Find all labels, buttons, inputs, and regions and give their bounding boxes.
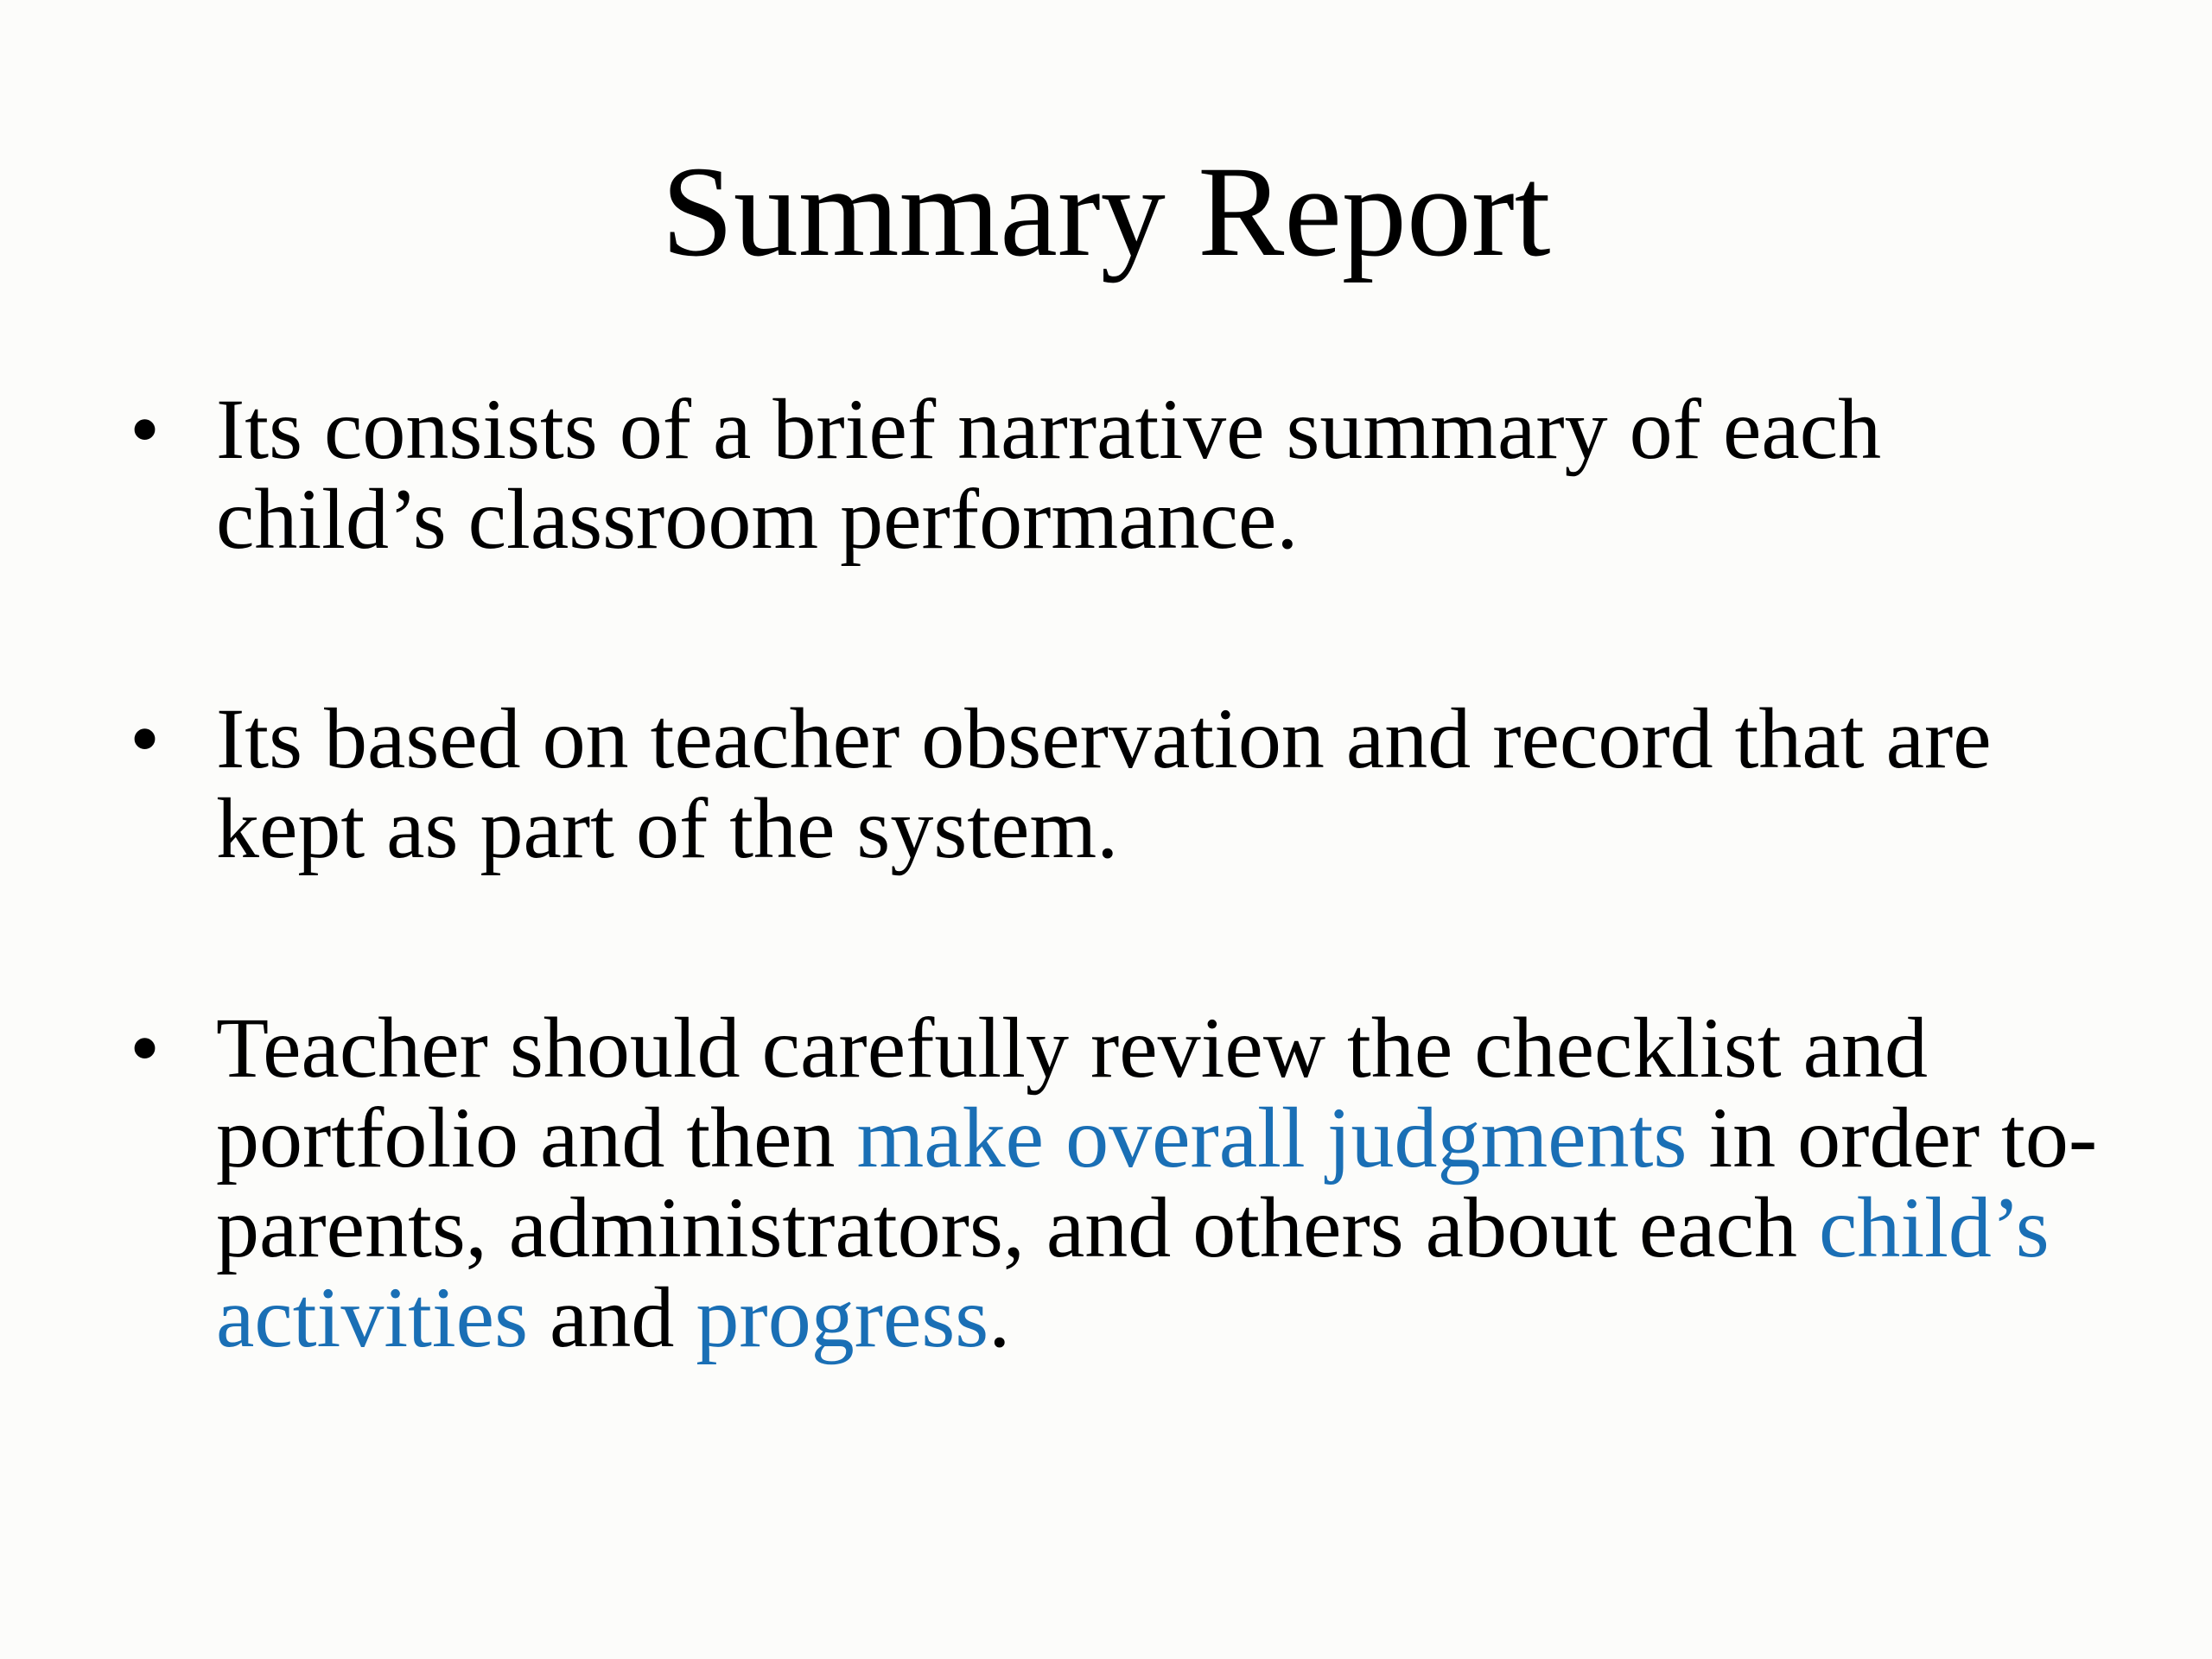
highlight-progress: progress: [696, 1269, 989, 1365]
highlight-make-overall-judgments: make overall judgments: [856, 1090, 1688, 1185]
bullet-text-segment: and: [528, 1269, 696, 1365]
bullet-list: [130, 381, 2100, 1365]
bullet-item-2: [130, 690, 2100, 876]
bullet-text: Its based on teacher observation and record that are kept as part of the system.: [216, 690, 1992, 876]
bullet-item-1: [130, 381, 2100, 567]
bullet-icon: •: [130, 1000, 161, 1096]
bullet-text-segment: .: [988, 1269, 1011, 1365]
bullet-item-3: [130, 1000, 2100, 1365]
bullet-text-segment: in order to- parents, administrators, and others about each: [216, 1090, 2098, 1275]
bullet-text: Its consists of a brief narrative summary of each child’s classroom performance.: [216, 381, 1882, 567]
highlight-childs-activities: child’s activities: [216, 1179, 2050, 1365]
bullet-text-segment: Teacher should carefully review the checklist and portfolio and then: [216, 1000, 1929, 1185]
slide-title: Summary Report: [661, 140, 1551, 283]
bullet-icon: •: [130, 690, 161, 786]
bullet-icon: •: [130, 381, 161, 477]
